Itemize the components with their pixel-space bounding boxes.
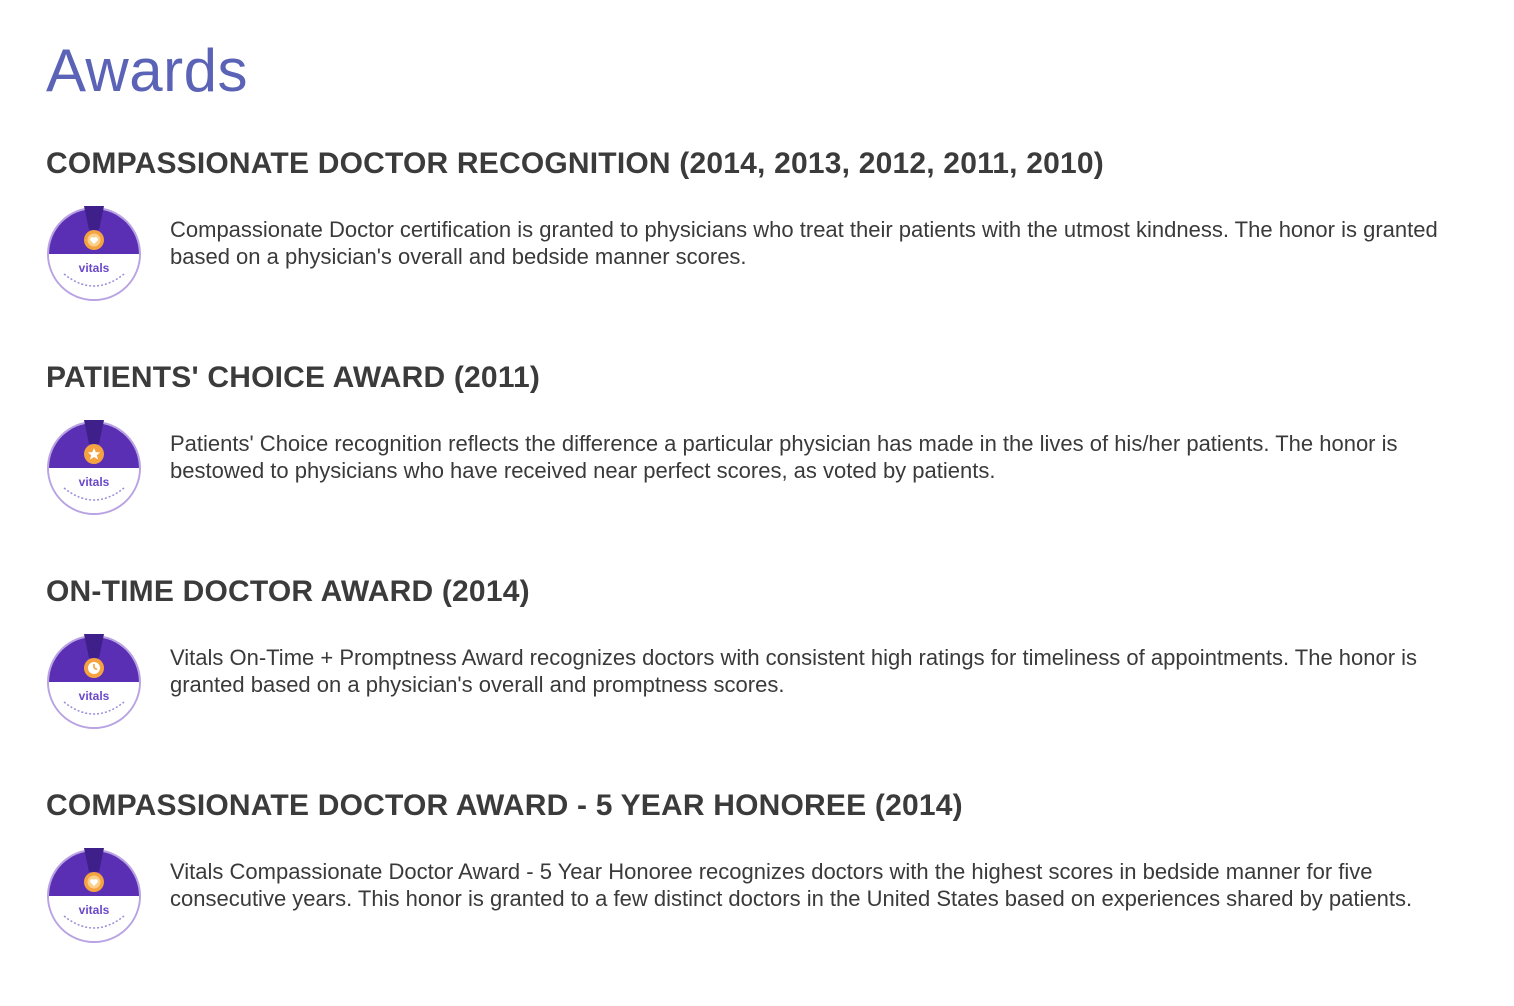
- award-item: [46, 360, 1486, 489]
- page-title: Awards: [46, 37, 248, 104]
- vitals-badge-icon: [46, 634, 142, 730]
- svg-text:vitals: vitals: [78, 475, 110, 489]
- vitals-badge-icon: [46, 848, 142, 944]
- award-item: [46, 574, 1486, 703]
- vitals-badge-icon: [46, 206, 142, 302]
- award-description: Vitals Compassionate Doctor Award - 5 Year Honoree recognizes doctors with the highest scores in bedside manner for five consecutive years. This honor is granted to a few distinct doctors in the United States based on experiences shared by patients.: [170, 859, 1413, 911]
- svg-text:vitals: vitals: [78, 903, 110, 917]
- award-description: Patients' Choice recognition reflects the difference a particular physician has made in the lives of his/her patients. The honor is bestowed to physicians who have received near perfect scores, as voted by patients.: [170, 431, 1398, 483]
- svg-text:vitals: vitals: [78, 689, 110, 703]
- award-title: PATIENTS' CHOICE AWARD (2011): [46, 361, 541, 394]
- award-item: [46, 146, 1486, 275]
- award-title: COMPASSIONATE DOCTOR AWARD - 5 YEAR HONOREE (2014): [46, 789, 963, 822]
- vitals-badge-icon: [46, 420, 142, 516]
- award-item: [46, 788, 1486, 917]
- award-title: ON-TIME DOCTOR AWARD (2014): [46, 575, 530, 608]
- svg-text:vitals: vitals: [78, 261, 110, 275]
- award-title: COMPASSIONATE DOCTOR RECOGNITION (2014, 2013, 2012, 2011, 2010): [46, 147, 1104, 180]
- award-description: Vitals On-Time + Promptness Award recognizes doctors with consistent high ratings for timeliness of appointments. The honor is granted based on a physician's overall and promptness scores.: [170, 645, 1418, 697]
- award-description: Compassionate Doctor certification is granted to physicians who treat their patients with the utmost kindness. The honor is granted based on a physician's overall and bedside manner scores.: [170, 217, 1438, 269]
